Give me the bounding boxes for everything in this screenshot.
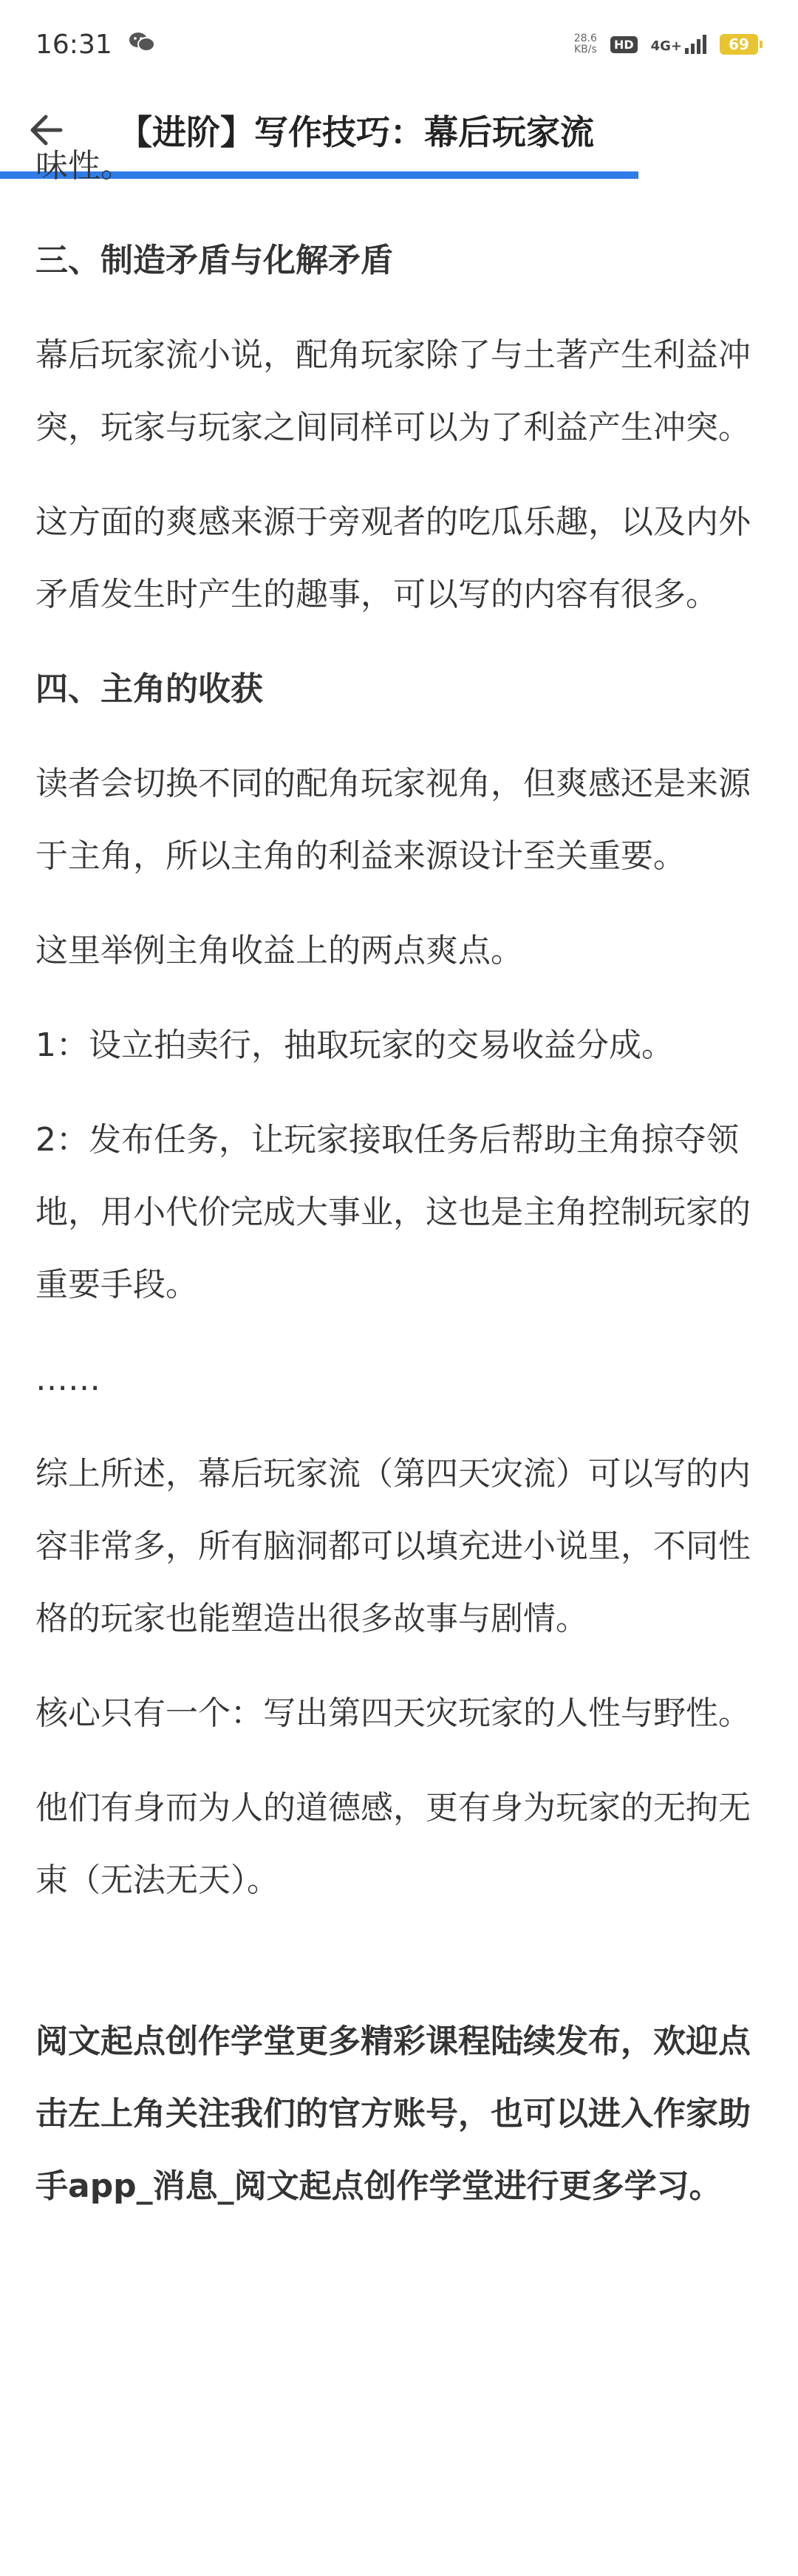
net-speed-unit: KB/s — [573, 44, 597, 55]
article-paragraph: 核心只有一个：写出第四天灾玩家的人性与野性。 — [35, 1694, 751, 1732]
article-ellipsis: …… — [35, 1360, 100, 1398]
article-list-item: 2：发布任务，让玩家接取任务后帮助主角掠夺领地，用小代价完成大事业，这也是主角控制玩家的重要手段。 — [35, 1121, 751, 1304]
battery-icon — [720, 34, 763, 55]
article-paragraph: 味性。 — [35, 147, 133, 185]
hd-icon: HD — [610, 36, 638, 53]
status-right — [574, 33, 763, 55]
signal-icon — [685, 35, 706, 54]
article-paragraph: 读者会切换不同的配角玩家视角，但爽感还是来源于主角，所以主角的利益来源设计至关重要。 — [35, 765, 751, 875]
status-left — [35, 30, 155, 60]
section-heading: 三、制造矛盾与化解矛盾 — [35, 242, 393, 279]
network-indicator — [651, 35, 706, 54]
article-content[interactable] — [0, 147, 798, 2576]
article-paragraph: 这方面的爽感来源于旁观者的吃瓜乐趣，以及内外矛盾发生时产生的趣事，可以写的内容有很多。 — [35, 503, 751, 613]
article-body — [35, 130, 763, 2245]
article-list-item: 1：设立拍卖行，抽取玩家的交易收益分成。 — [35, 1026, 674, 1064]
section-heading: 四、主角的收获 — [35, 670, 263, 708]
article-paragraph: 幕后玩家流小说，配角玩家除了与土著产生利益冲突，玩家与玩家之间同样可以为了利益产生冲突。 — [35, 336, 751, 446]
page-title: 【进阶】写作技巧：幕后玩家流 — [118, 112, 594, 152]
article-paragraph: 综上所述，幕后玩家流（第四天灾流）可以写的内容非常多，所有脑洞都可以填充进小说里，不同性格的玩家也能塑造出很多故事与剧情。 — [35, 1455, 751, 1638]
article-paragraph: 他们有身而为人的道德感，更有身为玩家的无拘无束（无法无天）。 — [35, 1789, 751, 1899]
net-speed-value: 28.6 — [573, 33, 597, 44]
network-type: 4G+ — [650, 38, 682, 54]
battery-level: 69 — [720, 34, 758, 55]
status-bar — [0, 0, 798, 89]
net-speed — [574, 33, 597, 55]
spacer — [35, 1939, 763, 2006]
status-time: 16:31 — [35, 29, 112, 60]
promo-paragraph: 阅文起点创作学堂更多精彩课程陆续发布，欢迎点击左上角关注我们的官方账号，也可以进入作家助手app_消息_阅文起点创作学堂进行更多学习。 — [35, 2023, 751, 2205]
wechat-icon — [129, 30, 155, 60]
article-paragraph: 这里举例主角收益上的两点爽点。 — [35, 932, 523, 970]
